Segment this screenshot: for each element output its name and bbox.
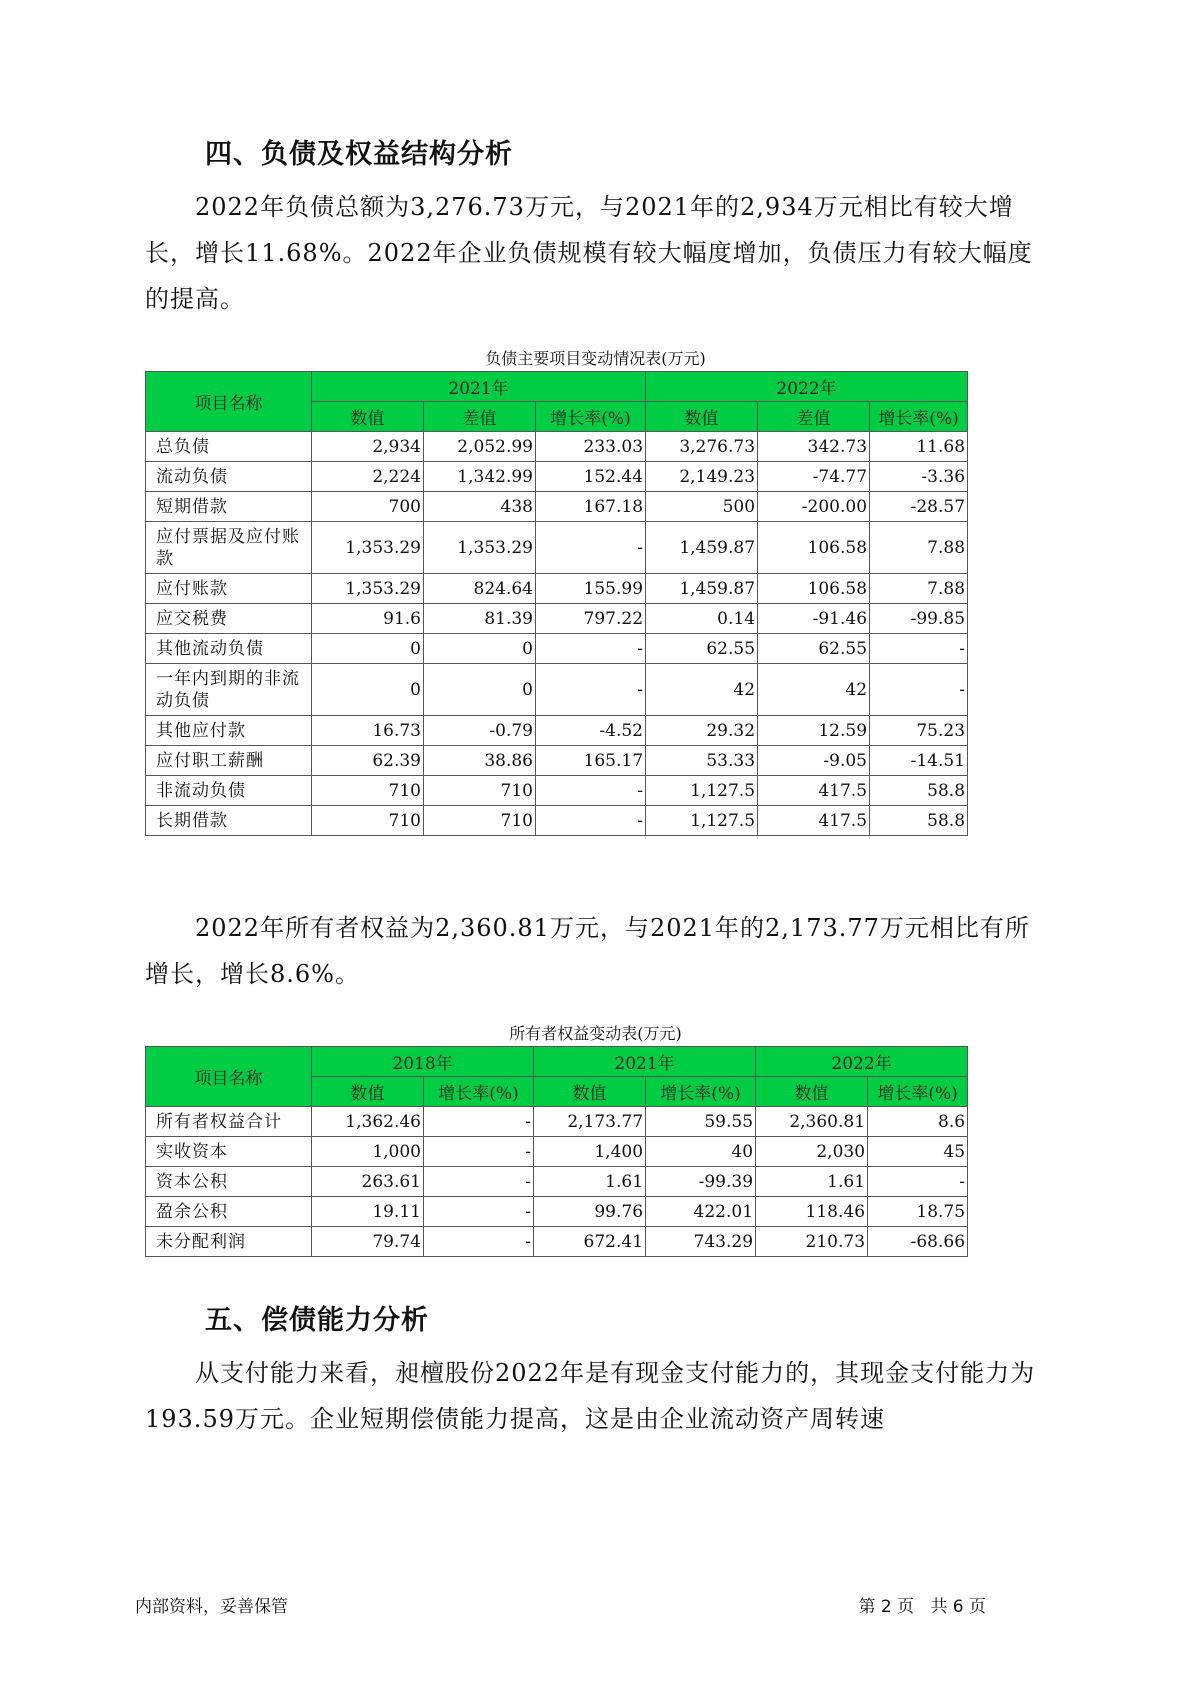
table-cell: - <box>424 1137 534 1167</box>
row-name: 流动负债 <box>146 462 312 492</box>
table-cell: 743.29 <box>646 1227 756 1257</box>
row-name: 应付账款 <box>146 574 312 604</box>
table-cell: -9.05 <box>758 746 870 776</box>
table-cell: 263.61 <box>312 1167 424 1197</box>
row-name: 应付票据及应付账款 <box>146 522 312 574</box>
table-cell: 59.55 <box>646 1107 756 1137</box>
table-cell: 99.76 <box>534 1197 646 1227</box>
row-name: 应交税费 <box>146 604 312 634</box>
year-2022-header: 2022年 <box>646 372 968 402</box>
table-cell: 824.64 <box>424 574 536 604</box>
sub-header: 数值 <box>756 1077 868 1107</box>
table-row <box>146 716 968 746</box>
table-row <box>146 806 968 836</box>
table-cell: - <box>536 776 646 806</box>
table-cell: 422.01 <box>646 1197 756 1227</box>
table-cell: 42 <box>646 664 758 716</box>
sub-header: 增长率(%) <box>870 402 968 432</box>
sub-header: 增长率(%) <box>424 1077 534 1107</box>
row-name: 盈余公积 <box>146 1197 312 1227</box>
table-cell: 7.88 <box>870 522 968 574</box>
table-cell: 1,459.87 <box>646 574 758 604</box>
table-cell: -0.79 <box>424 716 536 746</box>
table-cell: 62.55 <box>646 634 758 664</box>
table-cell: - <box>536 664 646 716</box>
equity-table-caption: 所有者权益变动表(万元) <box>509 1024 682 1043</box>
table-cell: 1,353.29 <box>312 574 424 604</box>
table-cell: 8.6 <box>868 1107 968 1137</box>
table-row <box>146 1197 968 1227</box>
table-cell: 16.73 <box>312 716 424 746</box>
table-cell: 167.18 <box>536 492 646 522</box>
table-cell: -99.39 <box>646 1167 756 1197</box>
table-cell: 91.6 <box>312 604 424 634</box>
table-cell: - <box>424 1167 534 1197</box>
section-4-heading: 四、负债及权益结构分析 <box>205 139 513 170</box>
table-row <box>146 1227 968 1257</box>
liability-table-caption: 负债主要项目变动情况表(万元) <box>485 349 706 368</box>
table-cell: 62.55 <box>758 634 870 664</box>
table-row <box>146 1107 968 1137</box>
table-cell: - <box>536 522 646 574</box>
sub-header: 增长率(%) <box>646 1077 756 1107</box>
table-cell: 106.58 <box>758 574 870 604</box>
table-cell: 2,360.81 <box>756 1107 868 1137</box>
year-2021-header: 2021年 <box>312 372 646 402</box>
table-cell: 155.99 <box>536 574 646 604</box>
table-cell: 18.75 <box>868 1197 968 1227</box>
table-row <box>146 776 968 806</box>
table-cell: 1,353.29 <box>424 522 536 574</box>
row-name: 非流动负债 <box>146 776 312 806</box>
table-cell: -74.77 <box>758 462 870 492</box>
liability-table <box>145 371 968 836</box>
table-cell: 152.44 <box>536 462 646 492</box>
table-cell: 118.46 <box>756 1197 868 1227</box>
table-cell: 438 <box>424 492 536 522</box>
sub-header: 数值 <box>646 402 758 432</box>
table-cell: 106.58 <box>758 522 870 574</box>
sub-header: 差值 <box>424 402 536 432</box>
row-name: 实收资本 <box>146 1137 312 1167</box>
row-name: 其他应付款 <box>146 716 312 746</box>
table-row <box>146 432 968 462</box>
footer-confidential-note: 内部资料，妥善保管 <box>135 1597 288 1617</box>
table-cell: 79.74 <box>312 1227 424 1257</box>
table-cell: 165.17 <box>536 746 646 776</box>
table-cell: -91.46 <box>758 604 870 634</box>
row-name: 短期借款 <box>146 492 312 522</box>
year-2021-header: 2021年 <box>534 1047 756 1077</box>
table-cell: - <box>870 634 968 664</box>
table-cell: 2,149.23 <box>646 462 758 492</box>
row-name: 一年内到期的非流动负债 <box>146 664 312 716</box>
table-cell: -28.57 <box>870 492 968 522</box>
table-cell: - <box>424 1197 534 1227</box>
table-cell: 1.61 <box>756 1167 868 1197</box>
year-2018-header: 2018年 <box>312 1047 534 1077</box>
solvency-paragraph: 从支付能力来看，昶檀股份2022年是有现金支付能力的，其现金支付能力为193.59万元。企业短期偿债能力提高，这是由企业流动资产周转速 <box>145 1359 1036 1433</box>
table-cell: 2,030 <box>756 1137 868 1167</box>
table-cell: 210.73 <box>756 1227 868 1257</box>
sub-header: 增长率(%) <box>868 1077 968 1107</box>
table-cell: 1,127.5 <box>646 776 758 806</box>
table-cell: - <box>536 634 646 664</box>
table-cell: 710 <box>312 806 424 836</box>
table-cell: 62.39 <box>312 746 424 776</box>
table-cell: 2,173.77 <box>534 1107 646 1137</box>
liability-paragraph: 2022年负债总额为3,276.73万元，与2021年的2,934万元相比有较大增长，增长11.68%。2022年企业负债规模有较大幅度增加，负债压力有较大幅度的提高。 <box>145 193 1033 313</box>
table-cell: - <box>424 1107 534 1137</box>
table-cell: 1.61 <box>534 1167 646 1197</box>
row-name: 应付职工薪酬 <box>146 746 312 776</box>
sub-header: 数值 <box>312 1077 424 1107</box>
year-2022-header: 2022年 <box>756 1047 968 1077</box>
table-row <box>146 604 968 634</box>
table-cell: 58.8 <box>870 806 968 836</box>
table-cell: 40 <box>646 1137 756 1167</box>
table-cell: 58.8 <box>870 776 968 806</box>
table-cell: 417.5 <box>758 776 870 806</box>
table-cell: - <box>868 1167 968 1197</box>
table-cell: 1,000 <box>312 1137 424 1167</box>
table-cell: 12.59 <box>758 716 870 746</box>
equity-paragraph: 2022年所有者权益为2,360.81万元，与2021年的2,173.77万元相比有所增长，增长8.6%。 <box>145 914 1030 988</box>
table-row <box>146 664 968 716</box>
table-cell: 1,353.29 <box>312 522 424 574</box>
table-cell: 342.73 <box>758 432 870 462</box>
row-name: 长期借款 <box>146 806 312 836</box>
table-row <box>146 522 968 574</box>
table-cell: 11.68 <box>870 432 968 462</box>
section-5-heading: 五、偿债能力分析 <box>205 1305 429 1336</box>
table-cell: 45 <box>868 1137 968 1167</box>
table-cell: 1,459.87 <box>646 522 758 574</box>
table-cell: -4.52 <box>536 716 646 746</box>
table-row <box>146 574 968 604</box>
table-cell: 417.5 <box>758 806 870 836</box>
table-cell: 672.41 <box>534 1227 646 1257</box>
table-cell: -99.85 <box>870 604 968 634</box>
table-cell: -14.51 <box>870 746 968 776</box>
table-row <box>146 1137 968 1167</box>
table-cell: 19.11 <box>312 1197 424 1227</box>
table-cell: 710 <box>424 806 536 836</box>
sub-header: 差值 <box>758 402 870 432</box>
table-cell: - <box>536 806 646 836</box>
table-cell: 2,052.99 <box>424 432 536 462</box>
table-row <box>146 746 968 776</box>
table-cell: 42 <box>758 664 870 716</box>
table-cell: 2,224 <box>312 462 424 492</box>
item-name-header: 项目名称 <box>146 372 312 432</box>
table-cell: 0 <box>312 634 424 664</box>
table-cell: 3,276.73 <box>646 432 758 462</box>
table-cell: 0 <box>424 634 536 664</box>
row-name: 未分配利润 <box>146 1227 312 1257</box>
table-row <box>146 1167 968 1197</box>
equity-table <box>145 1046 968 1257</box>
table-row <box>146 462 968 492</box>
table-cell: 710 <box>424 776 536 806</box>
sub-header: 数值 <box>312 402 424 432</box>
table-cell: 700 <box>312 492 424 522</box>
table-cell: 1,342.99 <box>424 462 536 492</box>
row-name: 总负债 <box>146 432 312 462</box>
table-cell: 1,127.5 <box>646 806 758 836</box>
table-cell: 797.22 <box>536 604 646 634</box>
table-cell: 500 <box>646 492 758 522</box>
table-row <box>146 634 968 664</box>
footer-page-number: 第 2 页 共 6 页 <box>858 1597 986 1617</box>
table-cell: 1,362.46 <box>312 1107 424 1137</box>
sub-header: 数值 <box>534 1077 646 1107</box>
sub-header: 增长率(%) <box>536 402 646 432</box>
table-cell: - <box>870 664 968 716</box>
item-name-header: 项目名称 <box>146 1047 312 1107</box>
table-cell: 0.14 <box>646 604 758 634</box>
table-cell: -200.00 <box>758 492 870 522</box>
table-cell: 53.33 <box>646 746 758 776</box>
table-cell: 38.86 <box>424 746 536 776</box>
table-cell: 75.23 <box>870 716 968 746</box>
table-cell: 710 <box>312 776 424 806</box>
table-cell: - <box>424 1227 534 1257</box>
row-name: 其他流动负债 <box>146 634 312 664</box>
table-cell: -68.66 <box>868 1227 968 1257</box>
table-cell: 7.88 <box>870 574 968 604</box>
row-name: 资本公积 <box>146 1167 312 1197</box>
table-cell: 29.32 <box>646 716 758 746</box>
table-cell: 233.03 <box>536 432 646 462</box>
table-row <box>146 492 968 522</box>
table-cell: -3.36 <box>870 462 968 492</box>
table-cell: 81.39 <box>424 604 536 634</box>
table-cell: 0 <box>312 664 424 716</box>
table-cell: 2,934 <box>312 432 424 462</box>
row-name: 所有者权益合计 <box>146 1107 312 1137</box>
table-cell: 1,400 <box>534 1137 646 1167</box>
table-cell: 0 <box>424 664 536 716</box>
